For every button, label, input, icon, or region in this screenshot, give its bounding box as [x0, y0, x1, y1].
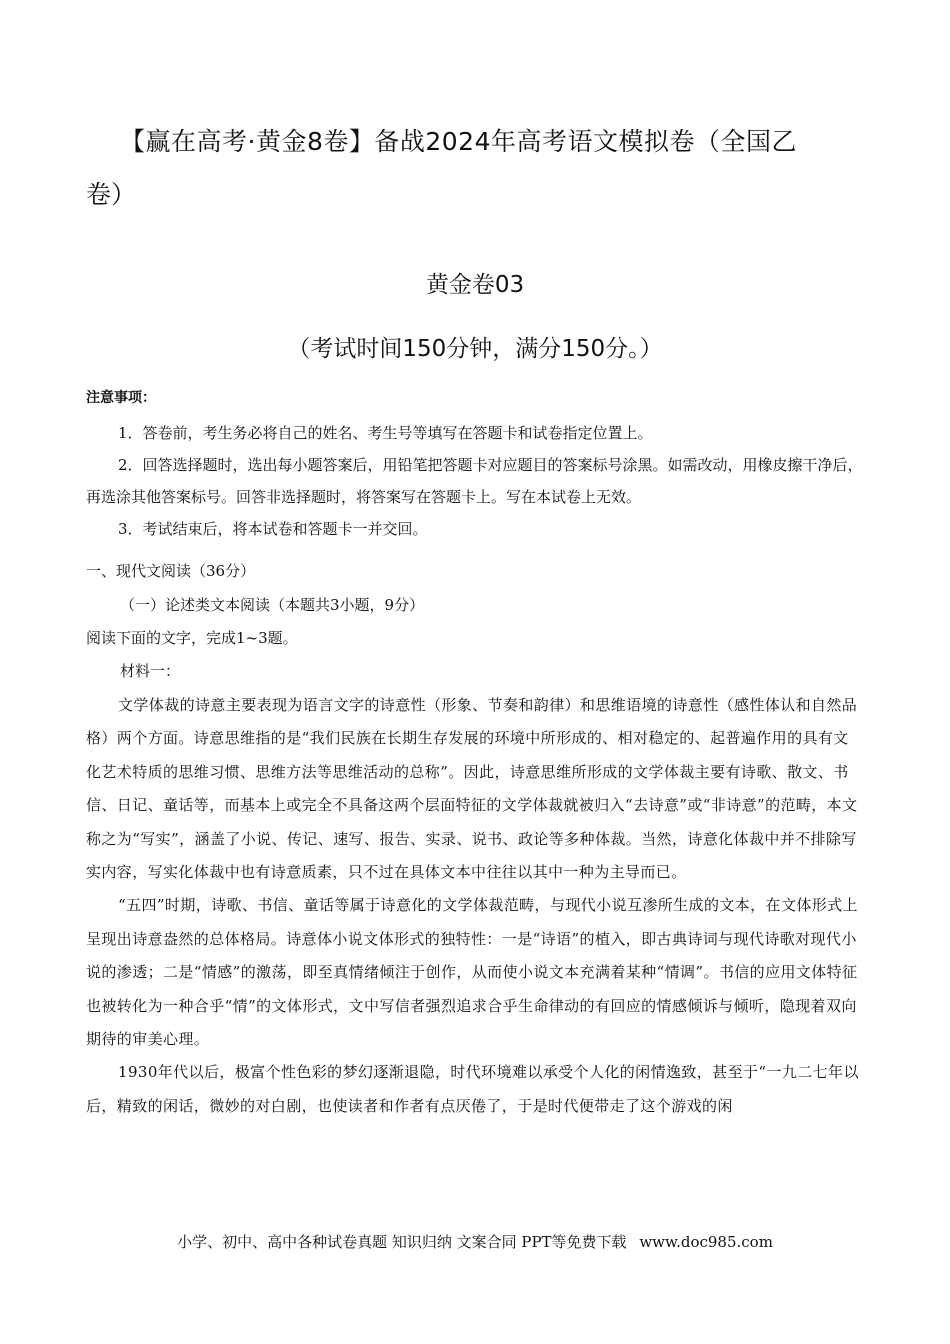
document-title-line-2: 卷） — [86, 180, 137, 209]
exam-time-note: （考试时间150分钟，满分150分。） — [287, 336, 663, 362]
passage-paragraph: 文学体裁的诗意主要表现为语言文字的诗意性（形象、节奏和韵律）和思维语境的诗意性（感性体认和自然品格）两个方面。诗意思维指的是“我们民族在长期生存发展的环境中所形成的、相对稳定的、起普遍作用的具有文化艺术特质的思维习惯、思维方法等思维活动的总称”。因此，诗意思维所形成的文学体裁主要有诗歌、散文、书信、日记、童话等，而基本上或完全不具备这两个层面特征的文学体裁就被归入“去诗意”或“非诗意”的范畴，本文称之为“写实”，涵盖了小说、传记、速写、报告、实录、说书、政论等多种体裁。当然，诗意化体裁中并不排除写实内容，写实化体裁中也有诗意质素，只不过在具体文本中往往以其中一种为主导而已。 — [86, 696, 858, 882]
notice-item: 2．回答选择题时，选出每小题答案后，用铅笔把答题卡对应题目的答案标号涂黑。如需改动，用橡皮擦干净后，再选涂其他答案标号。回答非选择题时，将答案写在答题卡上。写在本试卷上无效。 — [86, 456, 863, 506]
notice-heading: 注意事项： — [86, 390, 156, 406]
material-label: 材料一： — [120, 662, 181, 680]
footer-url[interactable]: www.doc985.com — [639, 1233, 773, 1251]
document-title-line-1: 【赢在高考·黄金8卷】备战2024年高考语文模拟卷（全国乙 — [120, 127, 797, 156]
notice-item: 3．考试结束后，将本试卷和答题卡一并交回。 — [118, 520, 428, 538]
notice-list — [86, 417, 864, 545]
subsection-title: （一）论述类文本阅读（本题共3小题，9分） — [120, 596, 425, 614]
paper-subtitle: 黄金卷03 — [425, 272, 525, 298]
section-title: 一、现代文阅读（36分） — [86, 562, 256, 580]
passage-paragraph: 1930年代以后，极富个性色彩的梦幻逐渐退隐，时代环境难以承受个人化的闲情逸致，甚至于“一九二七年以后，精致的闲话，微妙的对白剧，也使读者和作者有点厌倦了，于是时代便带走了这个游戏的闲 — [86, 1063, 859, 1115]
reading-passage — [86, 689, 864, 1123]
page-footer — [0, 1231, 950, 1252]
reading-instruction: 阅读下面的文字，完成1~3题。 — [86, 629, 298, 647]
notice-item: 1．答卷前，考生务必将自己的姓名、考生号等填写在答题卡和试卷指定位置上。 — [118, 424, 653, 442]
passage-paragraph: “五四”时期，诗歌、书信、童话等属于诗意化的文学体裁范畴，与现代小说互渗所生成的文本，在文体形式上呈现出诗意盎然的总体格局。诗意体小说文体形式的独特性：一是“诗语”的植入，即古典诗词与现代诗歌对现代小说的渗透；二是“情感”的激荡，即至真情绪倾注于创作，从而使小说文本充满着某种“情调”。书信的应用文体特征也被转化为一种合乎“情”的文体形式，文中写信者强烈追求合乎生命律动的有回应的情感倾诉与倾听，隐现着双向期待的审美心理。 — [86, 896, 858, 1049]
footer-text: 小学、初中、高中各种试卷真题 知识归纳 文案合同 PPT等免费下载 — [177, 1233, 627, 1251]
